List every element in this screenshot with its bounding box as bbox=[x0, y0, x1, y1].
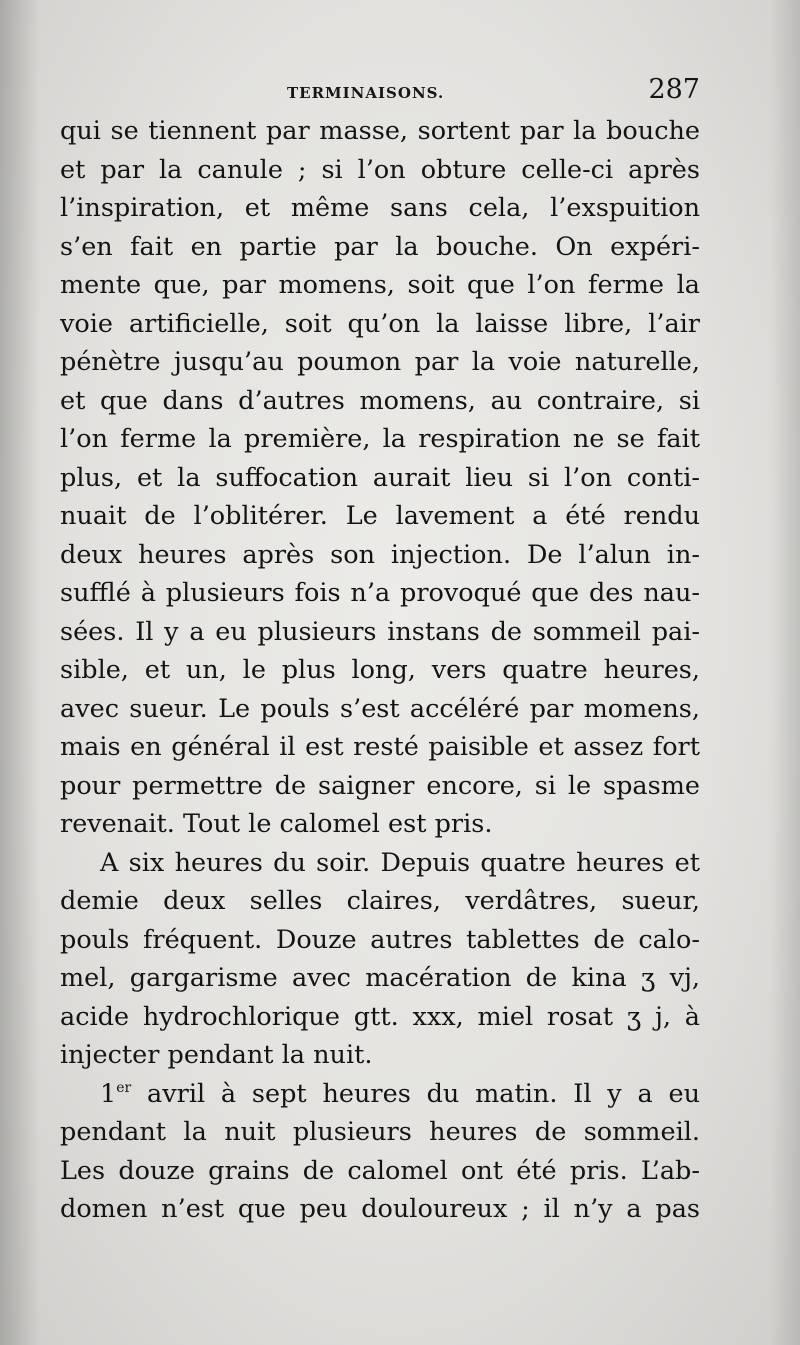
paragraph-2 bbox=[60, 844, 700, 1075]
paragraph-1 bbox=[60, 112, 700, 844]
date-prefix: 1 bbox=[100, 1078, 117, 1109]
text-line: qui se tiennent par masse, sortent par la bouche bbox=[60, 116, 700, 146]
text-line: pour permettre de saigner encore, si le spasme bbox=[60, 770, 700, 801]
text-line: pendant la nuit plusieurs heures de sommeil. bbox=[60, 1117, 700, 1147]
text-line bbox=[60, 1075, 700, 1114]
text-line: l’inspiration, et même sans cela, l’exspuition bbox=[60, 193, 700, 223]
text-line: mente que, par momens, soit que l’on ferme la bbox=[60, 270, 700, 300]
text-line: l’on ferme la première, la respiration ne se fait bbox=[60, 424, 700, 454]
text-line: deux heures après son injection. De l’alun in- bbox=[60, 539, 700, 570]
text-line: revenait. Tout le calomel est pris. bbox=[60, 809, 493, 839]
text-line: demie deux selles claires, verdâtres, sueur, bbox=[60, 886, 700, 916]
text-line: pouls fréquent. Douze autres tablettes de calo- bbox=[60, 924, 700, 955]
paragraph-3 bbox=[60, 1075, 700, 1229]
date-superscript: er bbox=[116, 1079, 132, 1096]
body-text bbox=[60, 112, 700, 1229]
text-line: pénètre jusqu’au poumon par la voie naturelle, bbox=[60, 347, 700, 377]
text-line: mel, gargarisme avec macération de kina ʒ vj, bbox=[60, 963, 700, 993]
text-line: sible, et un, le plus long, vers quatre heures, bbox=[60, 655, 700, 685]
text-line-rest: avril à sept heures du matin. Il y a eu bbox=[131, 1078, 700, 1109]
text-line: injecter pendant la nuit. bbox=[60, 1040, 373, 1070]
text-line: sées. Il y a eu plusieurs instans de sommeil pai- bbox=[60, 616, 700, 647]
text-line: avec sueur. Le pouls s’est accéléré par momens, bbox=[60, 693, 700, 724]
page-number: 287 bbox=[648, 74, 700, 105]
text-line: Les douze grains de calomel ont été pris. L’ab- bbox=[60, 1155, 700, 1186]
text-line: domen n’est que peu douloureux ; il n’y a pas bbox=[60, 1194, 700, 1224]
text-line: voie artificielle, soit qu’on la laisse libre, l’air bbox=[60, 308, 700, 339]
text-line: mais en général il est resté paisible et assez fort bbox=[60, 732, 700, 762]
text-line: s’en fait en partie par la bouche. On expéri- bbox=[60, 231, 700, 262]
text-line: acide hydrochlorique gtt. xxx, miel rosat ʒ j, à bbox=[60, 1001, 700, 1032]
text-line: et par la canule ; si l’on obture celle-ci après bbox=[60, 154, 700, 185]
text-line: nuait de l’oblitérer. Le lavement a été rendu bbox=[60, 501, 700, 531]
running-head bbox=[60, 74, 700, 108]
running-title: TERMINAISONS. bbox=[287, 84, 445, 102]
text-line: sufflé à plusieurs fois n’a provoqué que des nau- bbox=[60, 578, 700, 608]
text-line: A six heures du soir. Depuis quatre heures et bbox=[100, 847, 700, 878]
text-line: et que dans d’autres momens, au contraire, si bbox=[60, 385, 700, 416]
text-line: plus, et la suffocation aurait lieu si l’on conti- bbox=[60, 462, 700, 493]
